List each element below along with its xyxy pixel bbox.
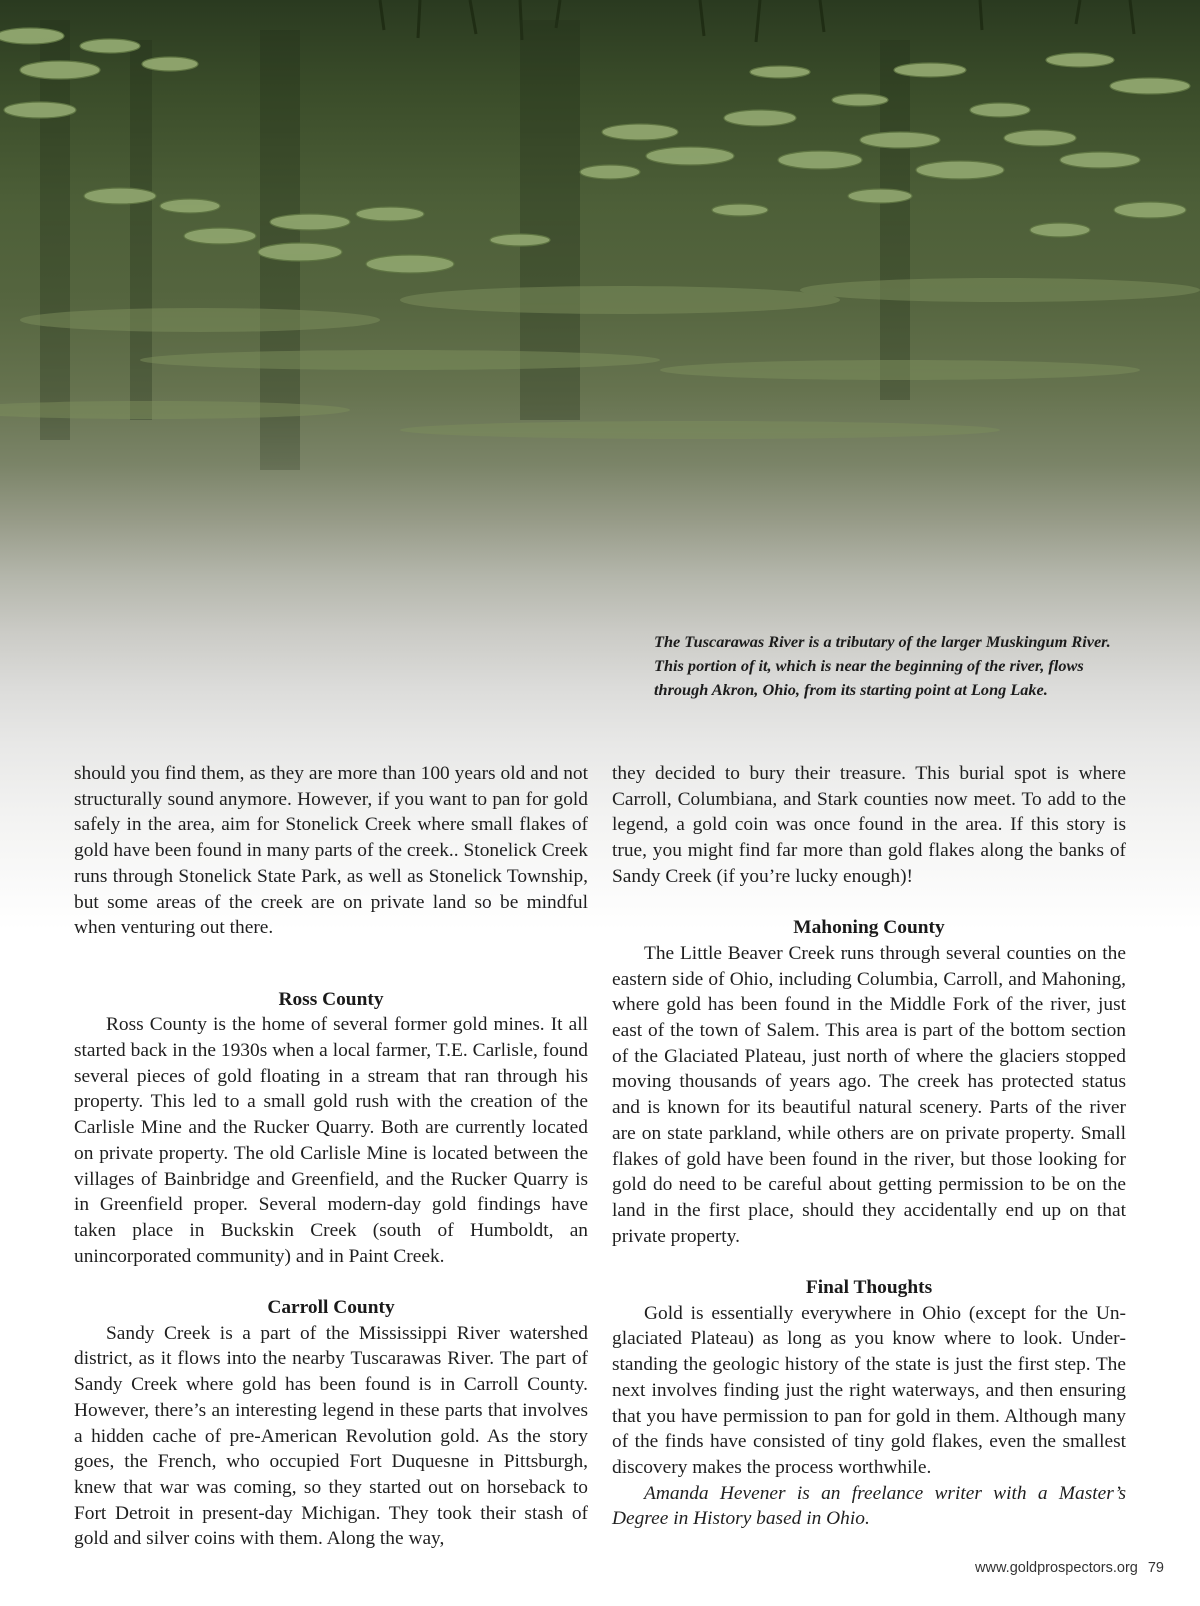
page-number: 79 bbox=[1147, 1560, 1164, 1576]
intro-paragraph-left: should you find them, as they are more than 100 years old and not structurally sound anymore. However, if you want to pan for gold safely in the area, aim for Stonelick Creek where small flakes of gold have been found in many parts of the creek.. Stonelick Creek runs through Stonelick State Park, as well as Stonelick Township, but some areas of the creek are on private land so be mindful when venturing out there. bbox=[74, 763, 588, 939]
heading-final-thoughts: Final Thoughts bbox=[805, 1277, 933, 1299]
final-thoughts-paragraph: Gold is essentially everywhere in Ohio (except for the Unglaciated Plateau) as long as you know where to look. Understanding the geologic history of the state is just the first step. The next involves finding just the right waterways, and then ensuring that you have permission to pan for gold in them. Although many of the finds have consisted of tiny gold flakes, even the smallest discovery makes the process worthwhile. bbox=[612, 1302, 1126, 1478]
intro-paragraph-right: they decided to bury their treasure. This burial spot is where Carroll, Columbiana, and Stark counties now meet. To add to the legend, a gold coin was once found in the area. If this story is true, you might find far more than gold flakes along the banks of Sandy Creek (if you’re lucky enough)! bbox=[612, 763, 1126, 887]
heading-carroll-county: Carroll County bbox=[267, 1297, 395, 1319]
right-column bbox=[612, 761, 1126, 1532]
website-url: www.goldprospectors.org bbox=[975, 1560, 1138, 1576]
heading-ross-county: Ross County bbox=[278, 988, 384, 1010]
page-footer bbox=[975, 1560, 1164, 1576]
author-note: Amanda Hevener is an freelance writer with a Master’s Degree in History based in Ohio. bbox=[612, 1482, 1126, 1530]
mahoning-county-paragraph: The Little Beaver Creek runs through several counties on the eastern side of Ohio, including Columbia, Carroll, and Mahoning, where gold has been found in the Middle Fork of the river, just east of the town of Salem. This area is part of the bottom section of the Glaciated Plateau, just north of where the glaciers stopped moving thousands of years ago. The creek has protected status and is known for its beautiful natural scenery. Parts of the river are on state parkland, while others are on private property. Small flakes of gold have been found in the river, but those looking for gold do need to be careful about getting permission to be on the land in the first place, should they accidentally end up on that private property. bbox=[612, 942, 1126, 1247]
ross-county-paragraph: Ross County is the home of several former gold mines. It all started back in the 1930s when a local farmer, T.E. Carlisle, found several pieces of gold floating in a stream that ran through his property. This led to a small gold rush with the creation of the Carlisle Mine and the Rucker Quarry. Both are currently located on private property. The old Carlisle Mine is located between the villages of Bainbridge and Greenfield, and the Rucker Quarry is in Greenfield proper. Several modern-day gold findings have taken place in Buckskin Creek (south of Humboldt, an unincorporated community) and in Paint Creek. bbox=[74, 1014, 588, 1267]
left-column bbox=[74, 761, 588, 1552]
heading-mahoning-county: Mahoning County bbox=[793, 917, 945, 939]
photo-caption: The Tuscarawas River is a tributary of the larger Muskingum River. This portion of it, which is near the beginning of the river, flows through Akron, Ohio, from its starting point at Long Lake. bbox=[654, 632, 1111, 699]
carroll-county-paragraph: Sandy Creek is a part of the Mississippi River watershed district, as it flows into the nearby Tuscarawas River. The part of Sandy Creek where gold has been found is in Carroll County. However, there’s an interesting legend in these parts that involves a hidden cache of pre-American Revolution gold. As the story goes, the French, who occupied Fort Duquesne in Pittsburgh, knew that war was coming, so they started out on horseback to Fort Detroit in present-day Michigan. They took their stash of gold and silver coins with them. Along the way, bbox=[74, 1322, 588, 1550]
